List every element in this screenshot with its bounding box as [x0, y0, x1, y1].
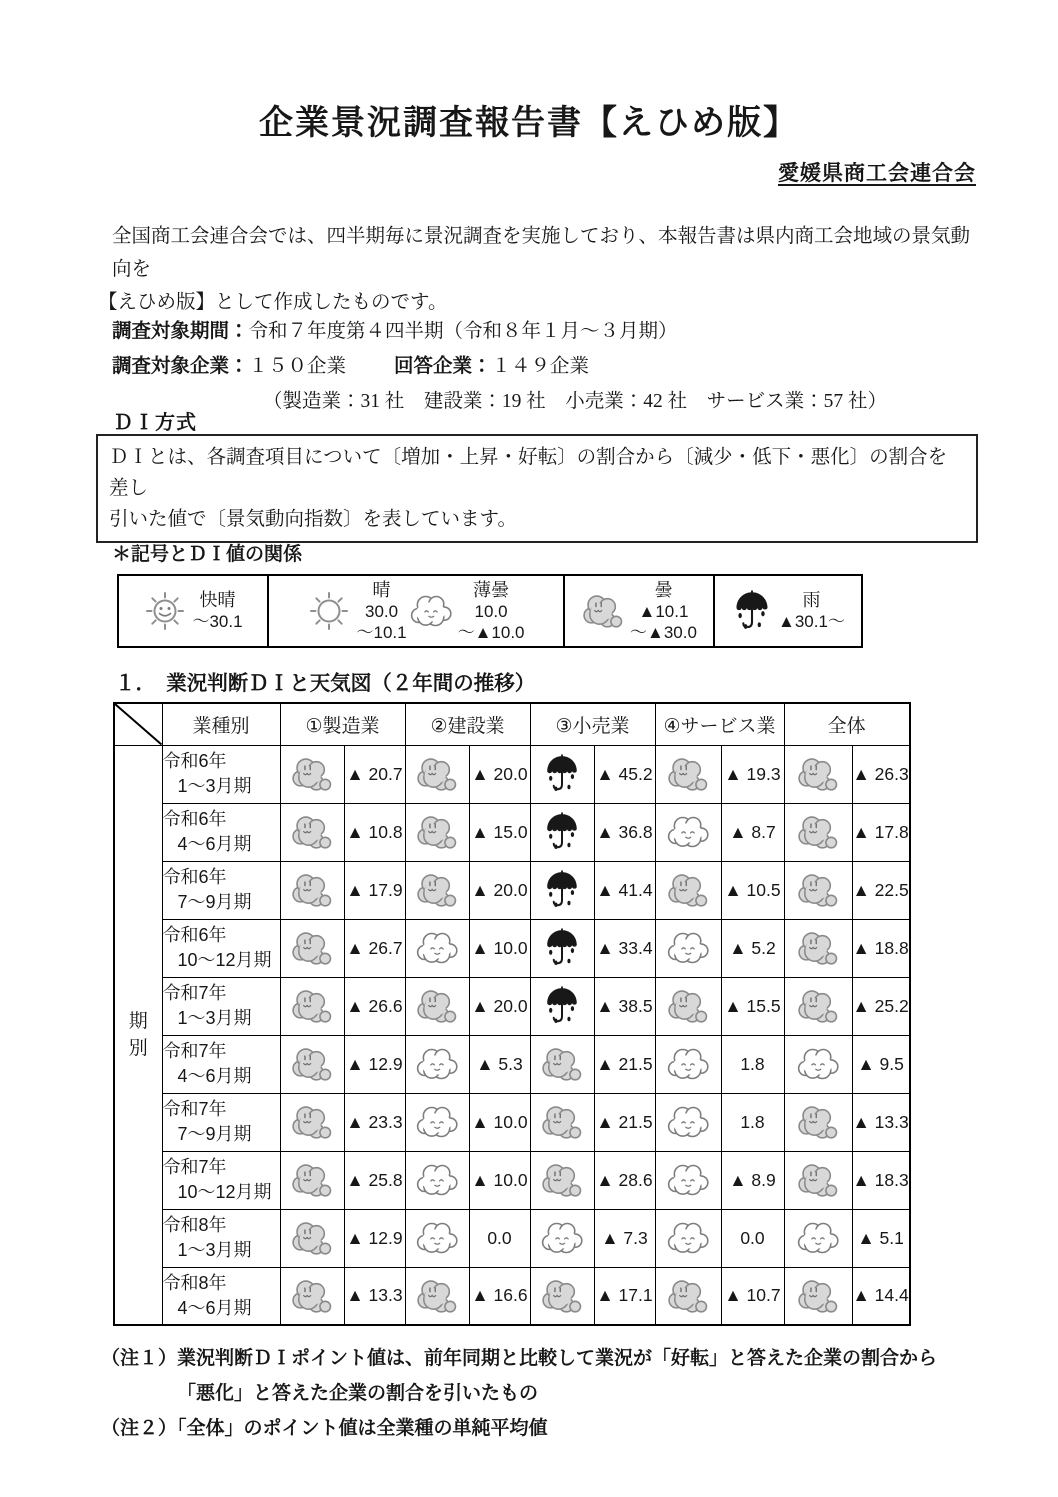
weather-icon-cell — [784, 1151, 852, 1209]
di-value: ▲ 12.9 — [344, 1209, 405, 1267]
legend-label: 薄曇 — [473, 579, 510, 600]
weather-icon-cell — [280, 919, 344, 977]
period-quarter-label: 4～6月期 — [177, 1297, 252, 1318]
legend-entry — [307, 580, 406, 643]
cloud-icon — [796, 1276, 840, 1316]
table-row — [114, 1209, 910, 1267]
period-quarter-label: 7～9月期 — [177, 1124, 252, 1144]
footnote-1-line-1: （注１）業況判断ＤＩポイント値は、前年同期と比較して業況が「好転」と答えた企業の割合から — [101, 1348, 938, 1369]
period-era-label: 令和8年 — [162, 1215, 227, 1235]
di-value: ▲ 45.2 — [594, 745, 655, 803]
di-value: ▲ 22.5 — [852, 861, 910, 919]
di-value: ▲ 8.7 — [721, 803, 784, 861]
column-header-retail: ③小売業 — [530, 703, 655, 745]
di-value: ▲ 33.4 — [594, 919, 655, 977]
period-axis-label: 期別 — [128, 1010, 148, 1059]
cloud-icon — [290, 928, 334, 968]
rain-icon — [542, 926, 582, 970]
sun-icon — [307, 589, 351, 633]
di-value: ▲ 13.3 — [852, 1093, 910, 1151]
di-value: ▲ 25.2 — [852, 977, 910, 1035]
rain-icon — [542, 752, 582, 796]
di-value: ▲ 16.6 — [469, 1267, 530, 1325]
cloud-icon — [666, 986, 710, 1026]
rain-icon — [542, 868, 582, 912]
weather-icon-cell — [405, 977, 469, 1035]
period-era-label: 令和8年 — [162, 1272, 227, 1293]
period-era-label: 令和7年 — [162, 983, 227, 1003]
legend-range: ▲10.1 — [638, 601, 689, 621]
page-title: 企業景況調査報告書【えひめ版】 — [259, 105, 799, 142]
di-value: ▲ 23.3 — [344, 1093, 405, 1151]
weather-icon-cell — [655, 1093, 721, 1151]
table-row — [114, 1035, 910, 1093]
cloud-icon — [666, 1276, 710, 1316]
period-era-label: 令和6年 — [162, 867, 227, 887]
di-value: ▲ 5.2 — [721, 919, 784, 977]
di-value: ▲ 15.5 — [721, 977, 784, 1035]
legend-label: 雨 — [802, 590, 821, 610]
weather-icon-cell — [280, 861, 344, 919]
period-cell — [162, 919, 280, 977]
cloud-icon — [540, 1102, 584, 1142]
di-method-line-2: 引いた値で〔景気動向指数〕を表しています。 — [109, 509, 517, 530]
period-era-label: 令和7年 — [162, 1157, 227, 1177]
cloud-icon — [796, 986, 840, 1026]
di-value: ▲ 28.6 — [594, 1151, 655, 1209]
weather-icon-cell — [530, 1151, 594, 1209]
period-era-label: 令和7年 — [162, 1041, 227, 1061]
di-value: ▲ 21.5 — [594, 1093, 655, 1151]
intro-paragraph — [98, 220, 982, 319]
period-cell — [162, 1093, 280, 1151]
weather-icon-cell — [530, 803, 594, 861]
di-value: ▲ 25.8 — [344, 1151, 405, 1209]
cloud-icon — [540, 1276, 584, 1316]
weather-icon-cell — [784, 745, 852, 803]
cloud-icon — [796, 1102, 840, 1142]
light-cloud-icon — [796, 1044, 840, 1084]
period-quarter-label: 10～12月期 — [177, 1182, 272, 1202]
di-value: ▲ 20.0 — [469, 745, 530, 803]
di-value: ▲ 41.4 — [594, 861, 655, 919]
weather-icon-cell — [530, 977, 594, 1035]
legend-range: 30.0 — [364, 601, 399, 621]
di-value: 1.8 — [721, 1093, 784, 1151]
di-value: ▲ 26.3 — [852, 745, 910, 803]
di-value: ▲ 9.5 — [852, 1035, 910, 1093]
period-quarter-label: 10～12月期 — [177, 950, 272, 970]
table-row — [114, 919, 910, 977]
di-value: ▲ 36.8 — [594, 803, 655, 861]
weather-icon-cell — [655, 977, 721, 1035]
weather-icon-cell — [405, 803, 469, 861]
legend-entry — [731, 590, 845, 632]
di-value: ▲ 15.0 — [469, 803, 530, 861]
weather-icon-cell — [405, 1151, 469, 1209]
di-value: 0.0 — [721, 1209, 784, 1267]
weather-icon-cell — [655, 1151, 721, 1209]
di-value: ▲ 18.8 — [852, 919, 910, 977]
weather-icon-cell — [655, 745, 721, 803]
di-value: ▲ 10.0 — [469, 919, 530, 977]
di-value: ▲ 10.0 — [469, 1093, 530, 1151]
weather-icon-cell — [280, 977, 344, 1035]
di-value: ▲ 14.4 — [852, 1267, 910, 1325]
di-value: ▲ 20.0 — [469, 977, 530, 1035]
cloud-icon — [415, 870, 459, 910]
cloud-icon — [415, 986, 459, 1026]
weather-icon-cell — [530, 1209, 594, 1267]
light-cloud-icon — [415, 928, 459, 968]
cloud-icon — [290, 986, 334, 1026]
light-cloud-icon — [540, 1218, 584, 1258]
cloud-icon — [290, 1102, 334, 1142]
period-cell — [162, 1151, 280, 1209]
period-axis-cell — [114, 745, 162, 1325]
survey-companies-value: １５０企業 — [248, 356, 347, 377]
cloud-icon — [666, 754, 710, 794]
footnote-2: （注２）「全体」のポイント値は全業種の単純平均値 — [101, 1418, 548, 1439]
di-method-heading: ＤＩ方式 — [113, 412, 197, 434]
table-header-row — [114, 703, 910, 745]
section1-heading: １． 業況判断ＤＩと天気図（２年間の推移） — [115, 672, 536, 695]
legend-label: 晴 — [372, 579, 391, 600]
weather-icon-cell — [655, 803, 721, 861]
light-cloud-icon — [666, 1160, 710, 1200]
legend-heading: ＊記号とＤＩ値の関係 — [112, 544, 303, 565]
light-cloud-icon — [415, 1044, 459, 1084]
period-cell — [162, 1267, 280, 1325]
table-row — [114, 1267, 910, 1325]
cloud-icon — [540, 1044, 584, 1084]
survey-breakdown: （製造業：31 社 建設業：19 社 小売業：42 社 サービス業：57 社） — [263, 391, 888, 412]
weather-icon-cell — [530, 1035, 594, 1093]
legend-cell-sunny-thincloud — [267, 576, 563, 646]
weather-icon-cell — [655, 861, 721, 919]
period-cell — [162, 803, 280, 861]
di-value: ▲ 19.3 — [721, 745, 784, 803]
di-value: ▲ 38.5 — [594, 977, 655, 1035]
weather-icon-cell — [280, 1267, 344, 1325]
weather-icon-cell — [655, 1035, 721, 1093]
di-value: ▲ 10.7 — [721, 1267, 784, 1325]
light-cloud-icon — [415, 1102, 459, 1142]
survey-companies-label: 調査対象企業： — [112, 356, 249, 377]
weather-icon-cell — [405, 1209, 469, 1267]
di-value: ▲ 17.1 — [594, 1267, 655, 1325]
footnotes — [101, 1341, 937, 1446]
di-weather-table — [113, 702, 911, 1326]
weather-icon-cell — [530, 1267, 594, 1325]
period-quarter-label: 1～3月期 — [177, 776, 252, 796]
cloud-icon — [290, 1218, 334, 1258]
survey-period-line — [112, 314, 887, 349]
survey-companies-line — [112, 349, 887, 384]
cloud-icon — [581, 589, 625, 633]
table-row — [114, 745, 910, 803]
rain-icon — [542, 810, 582, 854]
weather-icon-cell — [784, 1093, 852, 1151]
di-value: ▲ 18.3 — [852, 1151, 910, 1209]
light-cloud-icon — [666, 1044, 710, 1084]
weather-icon-cell — [405, 1035, 469, 1093]
footnote-1-line-2: 「悪化」と答えた企業の割合を引いたもの — [177, 1383, 539, 1404]
weather-icon-cell — [405, 861, 469, 919]
di-value: ▲ 26.6 — [344, 977, 405, 1035]
legend-range: ～▲10.0 — [457, 622, 525, 642]
weather-icon-cell — [280, 1035, 344, 1093]
di-value: ▲ 7.3 — [594, 1209, 655, 1267]
legend-entry — [143, 589, 242, 633]
weather-icon-cell — [784, 1209, 852, 1267]
weather-icon-cell — [530, 1093, 594, 1151]
cloud-icon — [415, 812, 459, 852]
period-era-label: 令和6年 — [162, 751, 227, 771]
di-value: ▲ 10.0 — [469, 1151, 530, 1209]
cloud-icon — [415, 754, 459, 794]
survey-period-label: 調査対象期間： — [112, 321, 249, 342]
legend-entry — [409, 580, 525, 643]
di-value: ▲ 20.0 — [469, 861, 530, 919]
intro-line-1: 全国商工会連合会では、四半期毎に景況調査を実施しており、本報告書は県内商工会地域の景気動向を — [112, 226, 971, 280]
weather-icon-cell — [784, 803, 852, 861]
table-row — [114, 1151, 910, 1209]
di-value: 1.8 — [721, 1035, 784, 1093]
di-value: ▲ 20.7 — [344, 745, 405, 803]
weather-icon-cell — [280, 1209, 344, 1267]
period-era-label: 令和6年 — [162, 925, 227, 945]
weather-icon-cell — [784, 919, 852, 977]
corner-diagonal-cell — [114, 703, 162, 745]
cloud-icon — [796, 812, 840, 852]
di-value: 0.0 — [469, 1209, 530, 1267]
legend-range: ▲30.1～ — [778, 612, 845, 631]
cloud-icon — [290, 870, 334, 910]
weather-icon-cell — [280, 745, 344, 803]
weather-icon-cell — [530, 745, 594, 803]
light-cloud-icon — [415, 1160, 459, 1200]
di-method-box — [96, 434, 978, 543]
period-cell — [162, 1209, 280, 1267]
intro-line-2: 【えひめ版】として作成したものです。 — [98, 292, 448, 313]
period-quarter-label: 4～6月期 — [177, 834, 252, 854]
period-quarter-label: 4～6月期 — [177, 1066, 252, 1086]
legend-cell-rain — [713, 576, 861, 646]
cloud-icon — [666, 870, 710, 910]
column-header-services: ④サービス業 — [655, 703, 784, 745]
legend-range: ～10.1 — [356, 622, 407, 642]
survey-responses-value: １４９企業 — [491, 356, 590, 377]
light-cloud-icon — [666, 812, 710, 852]
cloud-icon — [796, 1160, 840, 1200]
legend-label: 快晴 — [199, 590, 236, 610]
legend-range: ～▲30.0 — [630, 622, 697, 642]
light-cloud-icon — [415, 1218, 459, 1258]
cloud-icon — [796, 870, 840, 910]
weather-icon-cell — [655, 1267, 721, 1325]
rain-icon — [731, 590, 773, 632]
weather-icon-cell — [280, 1151, 344, 1209]
light-cloud-icon — [666, 1102, 710, 1142]
light-cloud-icon — [666, 928, 710, 968]
cloud-icon — [415, 1276, 459, 1316]
period-cell — [162, 1035, 280, 1093]
weather-icon-cell — [405, 745, 469, 803]
period-quarter-label: 1～3月期 — [177, 1240, 252, 1260]
table-row — [114, 803, 910, 861]
weather-icon-cell — [530, 919, 594, 977]
rain-icon — [542, 984, 582, 1028]
cloud-icon — [796, 754, 840, 794]
survey-summary — [112, 314, 887, 419]
weather-icon-cell — [784, 1267, 852, 1325]
weather-icon-cell — [405, 919, 469, 977]
di-value: ▲ 17.8 — [852, 803, 910, 861]
cloud-icon — [540, 1160, 584, 1200]
legend-range: 10.0 — [474, 601, 508, 621]
column-header-manufacturing: ①製造業 — [280, 703, 405, 745]
legend-range: ～30.1 — [192, 612, 243, 631]
weather-icon-cell — [784, 977, 852, 1035]
legend-table — [117, 574, 863, 648]
period-quarter-label: 1～3月期 — [177, 1008, 252, 1028]
legend-entry — [581, 580, 697, 643]
survey-responses-label: 回答企業： — [394, 356, 492, 377]
di-value: ▲ 26.7 — [344, 919, 405, 977]
weather-icon-cell — [405, 1093, 469, 1151]
diagonal-line — [115, 704, 162, 745]
di-value: ▲ 21.5 — [594, 1035, 655, 1093]
di-value: ▲ 8.9 — [721, 1151, 784, 1209]
weather-icon-cell — [655, 919, 721, 977]
legend-label: 曇 — [654, 579, 673, 600]
di-value: ▲ 5.1 — [852, 1209, 910, 1267]
di-value: ▲ 10.8 — [344, 803, 405, 861]
di-value: ▲ 5.3 — [469, 1035, 530, 1093]
cloud-icon — [290, 1044, 334, 1084]
legend-cell-clear — [119, 576, 267, 646]
cloud-icon — [290, 812, 334, 852]
weather-icon-cell — [280, 803, 344, 861]
column-header-construction: ②建設業 — [405, 703, 530, 745]
weather-icon-cell — [530, 861, 594, 919]
cloud-icon — [796, 928, 840, 968]
table-row — [114, 861, 910, 919]
period-cell — [162, 861, 280, 919]
survey-period-value: 令和７年度第４四半期（令和８年１月～３月期） — [248, 321, 678, 342]
table-row — [114, 977, 910, 1035]
period-era-label: 令和6年 — [162, 809, 227, 829]
cloud-icon — [290, 1276, 334, 1316]
column-header-overall: 全体 — [784, 703, 910, 745]
di-method-line-1: ＤＩとは、各調査項目について〔増加・上昇・好転〕の割合から〔減少・低下・悪化〕の割合を差し — [109, 447, 948, 499]
period-cell — [162, 977, 280, 1035]
organization-name: 愛媛県商工会連合会 — [778, 161, 976, 185]
light-cloud-icon — [409, 589, 453, 633]
cloud-icon — [290, 754, 334, 794]
di-value: ▲ 10.5 — [721, 861, 784, 919]
period-cell — [162, 745, 280, 803]
period-era-label: 令和7年 — [162, 1099, 227, 1119]
light-cloud-icon — [796, 1218, 840, 1258]
weather-icon-cell — [405, 1267, 469, 1325]
weather-icon-cell — [784, 861, 852, 919]
cloud-icon — [290, 1160, 334, 1200]
period-quarter-label: 7～9月期 — [177, 892, 252, 912]
legend-cell-cloudy — [563, 576, 713, 646]
weather-icon-cell — [784, 1035, 852, 1093]
column-header-industry-type: 業種別 — [162, 703, 280, 745]
sun-face-icon — [143, 589, 187, 633]
weather-icon-cell — [280, 1093, 344, 1151]
di-value: ▲ 12.9 — [344, 1035, 405, 1093]
table-row — [114, 1093, 910, 1151]
di-value: ▲ 13.3 — [344, 1267, 405, 1325]
weather-icon-cell — [655, 1209, 721, 1267]
di-value: ▲ 17.9 — [344, 861, 405, 919]
light-cloud-icon — [666, 1218, 710, 1258]
